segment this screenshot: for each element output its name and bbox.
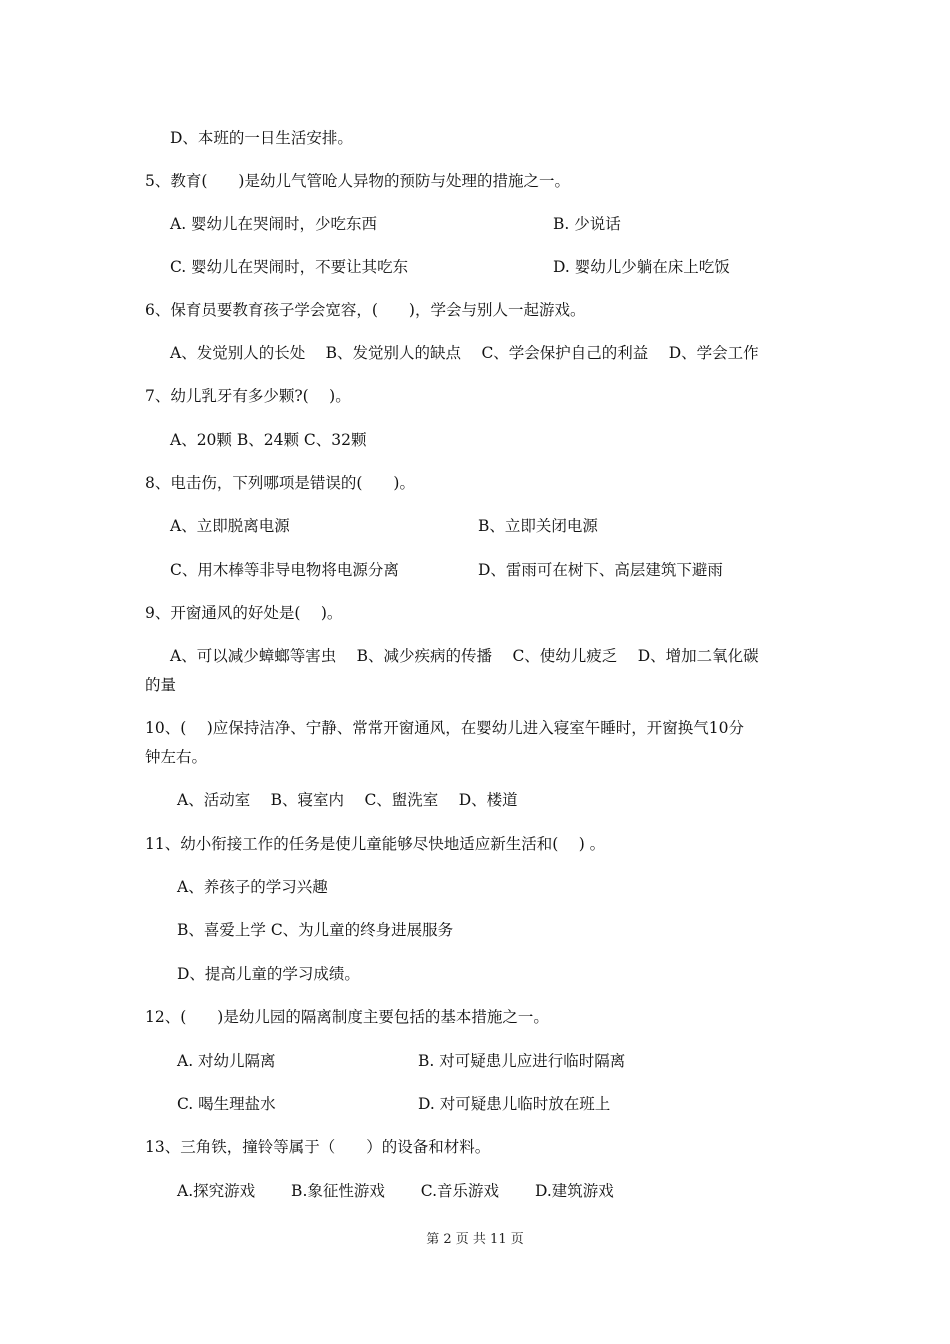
q5-option-b: B. 少说话 <box>553 215 621 233</box>
q5-option-d: D. 婴幼儿少躺在床上吃饭 <box>553 258 730 276</box>
q13-options: A.探究游戏 B.象征性游戏 C.音乐游戏 D.建筑游戏 <box>177 1182 614 1200</box>
q5-option-c: C. 婴幼儿在哭闹时，不要让其吃东 <box>170 258 409 276</box>
q9-stem: 9、开窗通风的好处是( )。 <box>145 604 343 622</box>
q11-option-d: D、提高儿童的学习成绩。 <box>177 965 360 983</box>
q6-stem: 6、保育员要教育孩子学会宽容，( )，学会与别人一起游戏。 <box>145 301 586 319</box>
q9-options-line1: A、可以减少蟑螂等害虫 B、减少疾病的传播 C、使幼儿疲乏 D、增加二氧化碳 <box>170 647 759 665</box>
q12-option-c: C. 喝生理盐水 <box>177 1095 276 1113</box>
q10-stem-line2: 钟左右。 <box>145 748 208 766</box>
q11-stem: 11、幼小衔接工作的任务是使儿童能够尽快地适应新生活和( ) 。 <box>145 835 606 853</box>
q5-stem: 5、教育( )是幼儿气管呛人异物的预防与处理的措施之一。 <box>145 172 570 190</box>
q8-option-d: D、雷雨可在树下、高层建筑下避雨 <box>478 561 723 579</box>
q7-stem: 7、幼儿乳牙有多少颗?( )。 <box>145 387 351 405</box>
q8-option-a: A、立即脱离电源 <box>170 517 290 535</box>
q11-option-bc: B、喜爱上学 C、为儿童的终身进展服务 <box>177 921 454 939</box>
q10-stem-line1: 10、( )应保持洁净、宁静、常常开窗通风，在婴幼儿进入寝室午睡时，开窗换气10分 <box>145 719 744 737</box>
page-number: 第 2 页 共 11 页 <box>426 1232 524 1247</box>
q5-option-a: A. 婴幼儿在哭闹时，少吃东西 <box>170 215 378 233</box>
q4-option-d: D、本班的一日生活安排。 <box>170 129 353 147</box>
q13-stem: 13、三角铁，撞铃等属于（ ）的设备和材料。 <box>145 1138 491 1156</box>
q7-options: A、20颗 B、24颗 C、32颗 <box>170 431 367 449</box>
q12-option-a: A. 对幼儿隔离 <box>177 1052 276 1070</box>
q10-options: A、活动室 B、寝室内 C、盥洗室 D、楼道 <box>177 791 518 809</box>
q11-option-a: A、养孩子的学习兴趣 <box>177 878 328 896</box>
q9-options-line2: 的量 <box>145 676 177 694</box>
q8-stem: 8、电击伤，下列哪项是错误的( )。 <box>145 474 415 492</box>
q12-stem: 12、( )是幼儿园的隔离制度主要包括的基本措施之一。 <box>145 1008 549 1026</box>
q6-options: A、发觉别人的长处 B、发觉别人的缺点 C、学会保护自己的利益 D、学会工作 <box>170 344 759 362</box>
q12-option-b: B. 对可疑患儿应进行临时隔离 <box>418 1052 626 1070</box>
q12-option-d: D. 对可疑患儿临时放在班上 <box>418 1095 611 1113</box>
q8-option-c: C、用木棒等非导电物将电源分离 <box>170 561 399 579</box>
q8-option-b: B、立即关闭电源 <box>478 517 598 535</box>
